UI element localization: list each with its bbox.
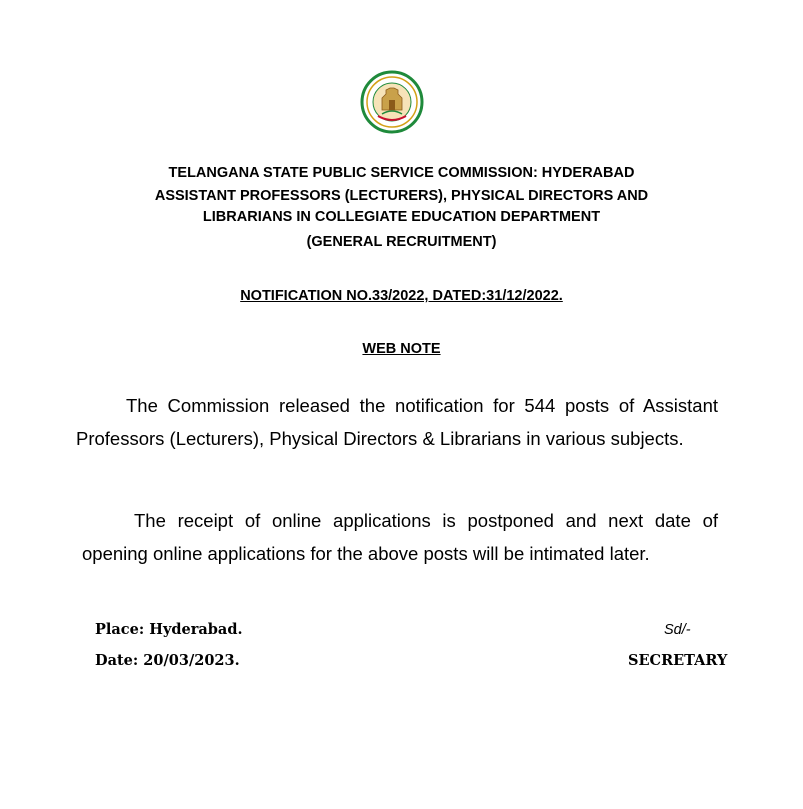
recruitment-title-line2: LIBRARIANS IN COLLEGIATE EDUCATION DEPARTMENT — [202, 209, 601, 225]
telangana-emblem-icon — [360, 70, 424, 134]
notification-number — [0, 285, 803, 307]
recruitment-title-line1: ASSISTANT PROFESSORS (LECTURERS), PHYSICAL DIRECTORS AND — [154, 188, 649, 204]
signature-mark: Sd/- — [664, 622, 691, 638]
body-paragraph-2: The receipt of online applications is postponed and next date of opening online applications for the above posts will be intimated later. — [82, 510, 718, 564]
web-note-heading — [0, 338, 803, 360]
notification-text: NOTIFICATION NO.33/2022, DATED:31/12/2022. — [240, 288, 563, 304]
date-label: Date: 20/03/2023. — [95, 652, 240, 669]
place-label: Place: Hyderabad. — [95, 621, 243, 638]
body-paragraph-1: The Commission released the notification for 544 posts of Assistant Professors (Lecturers), Physical Directors & Librarians in various subjects. — [76, 395, 718, 449]
commission-title: TELANGANA STATE PUBLIC SERVICE COMMISSION: HYDERABAD — [168, 165, 635, 181]
designation-label: SECRETARY — [628, 652, 728, 669]
web-note-text: WEB NOTE — [362, 341, 441, 357]
recruitment-type: (GENERAL RECRUITMENT) — [306, 234, 497, 250]
